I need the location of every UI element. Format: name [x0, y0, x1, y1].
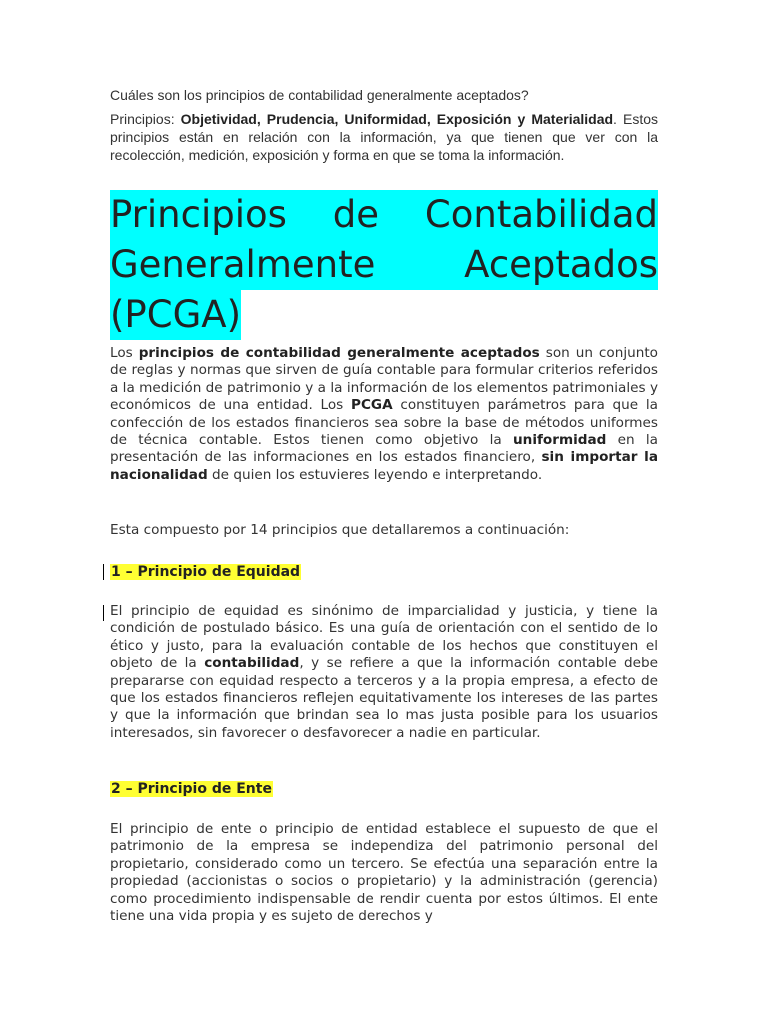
intro-bold-principles: Objetividad, Prudencia, Uniformidad, Exposición y Materialidad [180, 111, 614, 127]
bold-run: principios de contabilidad generalmente aceptados [138, 345, 540, 361]
text-run: en la presentación de las informaciones en los estados financiero, [110, 432, 659, 466]
section-2-paragraph: El principio de ente o principio de entidad establece el supuesto de que el patrimonio de la empresa se independiza del patrimonio personal del propietario, considerado como un tercero. Se efectúa una separación entre la propiedad (accionistas o socios o propietario) y la administración (gerencia) como procedimiento indispensable de rendir cuenta por estos últimos. El ente tiene una vida propia y es sujeto de derechos y [110, 821, 658, 925]
section-1-heading [110, 563, 301, 581]
bold-run: sin importar la nacionalidad [110, 449, 659, 483]
title-line-2 [110, 240, 658, 290]
section-2-heading [110, 780, 273, 798]
intro-paragraph [110, 110, 658, 164]
title-word: Aceptados [464, 243, 658, 286]
question-text: Cuáles son los principios de contabilidad generalmente aceptados? [110, 87, 529, 103]
title-word: Contabilidad [424, 193, 658, 236]
intro-suffix: . Estos principios están en relación con la información, ya que tienen que ver con la recolección, medición, exposición y forma en que se toma la información. [110, 111, 658, 163]
section-1-heading-text: 1 – Principio de Equidad [111, 564, 301, 580]
page-title [110, 190, 658, 340]
text-cursor [103, 564, 104, 580]
section-2-heading-text: 2 – Principio de Ente [111, 781, 272, 797]
composed-text: Esta compuesto por 14 principios que detallaremos a continuación: [110, 522, 570, 538]
text-cursor [103, 605, 104, 621]
pcga-paragraph [110, 345, 658, 484]
title-word: de [332, 193, 380, 236]
text-run: Los [110, 345, 139, 361]
text-run: de quien los estuvieres leyendo e interpretando. [207, 466, 543, 483]
title-word: Principios [110, 193, 287, 236]
title-acronym: (PCGA) [110, 290, 241, 340]
text-run: son un conjunto de reglas y normas que sirven de guía contable para formular criterios referidos a la medición de patrimonio y a la información de los elementos patrimoniales y económicos de una entidad. Los [110, 345, 658, 414]
text-run: constituyen parámetros para que la confección de los estados financieros sea sobre la base de métodos uniformes de técnica contable. Estos tienen como objetivo la [110, 397, 658, 449]
text-run: , y se refiere a que la información contable debe prepararse con equidad respecto a terceros y a la propia empresa, a efecto de que los estados financieros reflejen equitativamente los intereses de las partes y que la información que brindan sea lo mas justa posible para los usuarios interesados, sin favorecer o desfavorecer a nadie en particular. [110, 655, 659, 741]
text-run: El principio de equidad es sinónimo de imparcialidad y justicia, y tiene la condición de postulado básico. Es una guía de orientación con el sentido de lo ético y justo, para la evaluación contable de los hechos que constituyen el objeto de la [110, 603, 658, 672]
title-line-1 [110, 190, 658, 240]
title-line-3 [110, 290, 658, 340]
bold-run: uniformidad [512, 432, 607, 449]
intro-prefix: Principios: [110, 111, 181, 127]
section-1-paragraph [110, 603, 658, 742]
title-word: Generalmente [110, 243, 376, 286]
bold-run: PCGA [350, 397, 393, 414]
bold-run: contabilidad [204, 655, 300, 672]
